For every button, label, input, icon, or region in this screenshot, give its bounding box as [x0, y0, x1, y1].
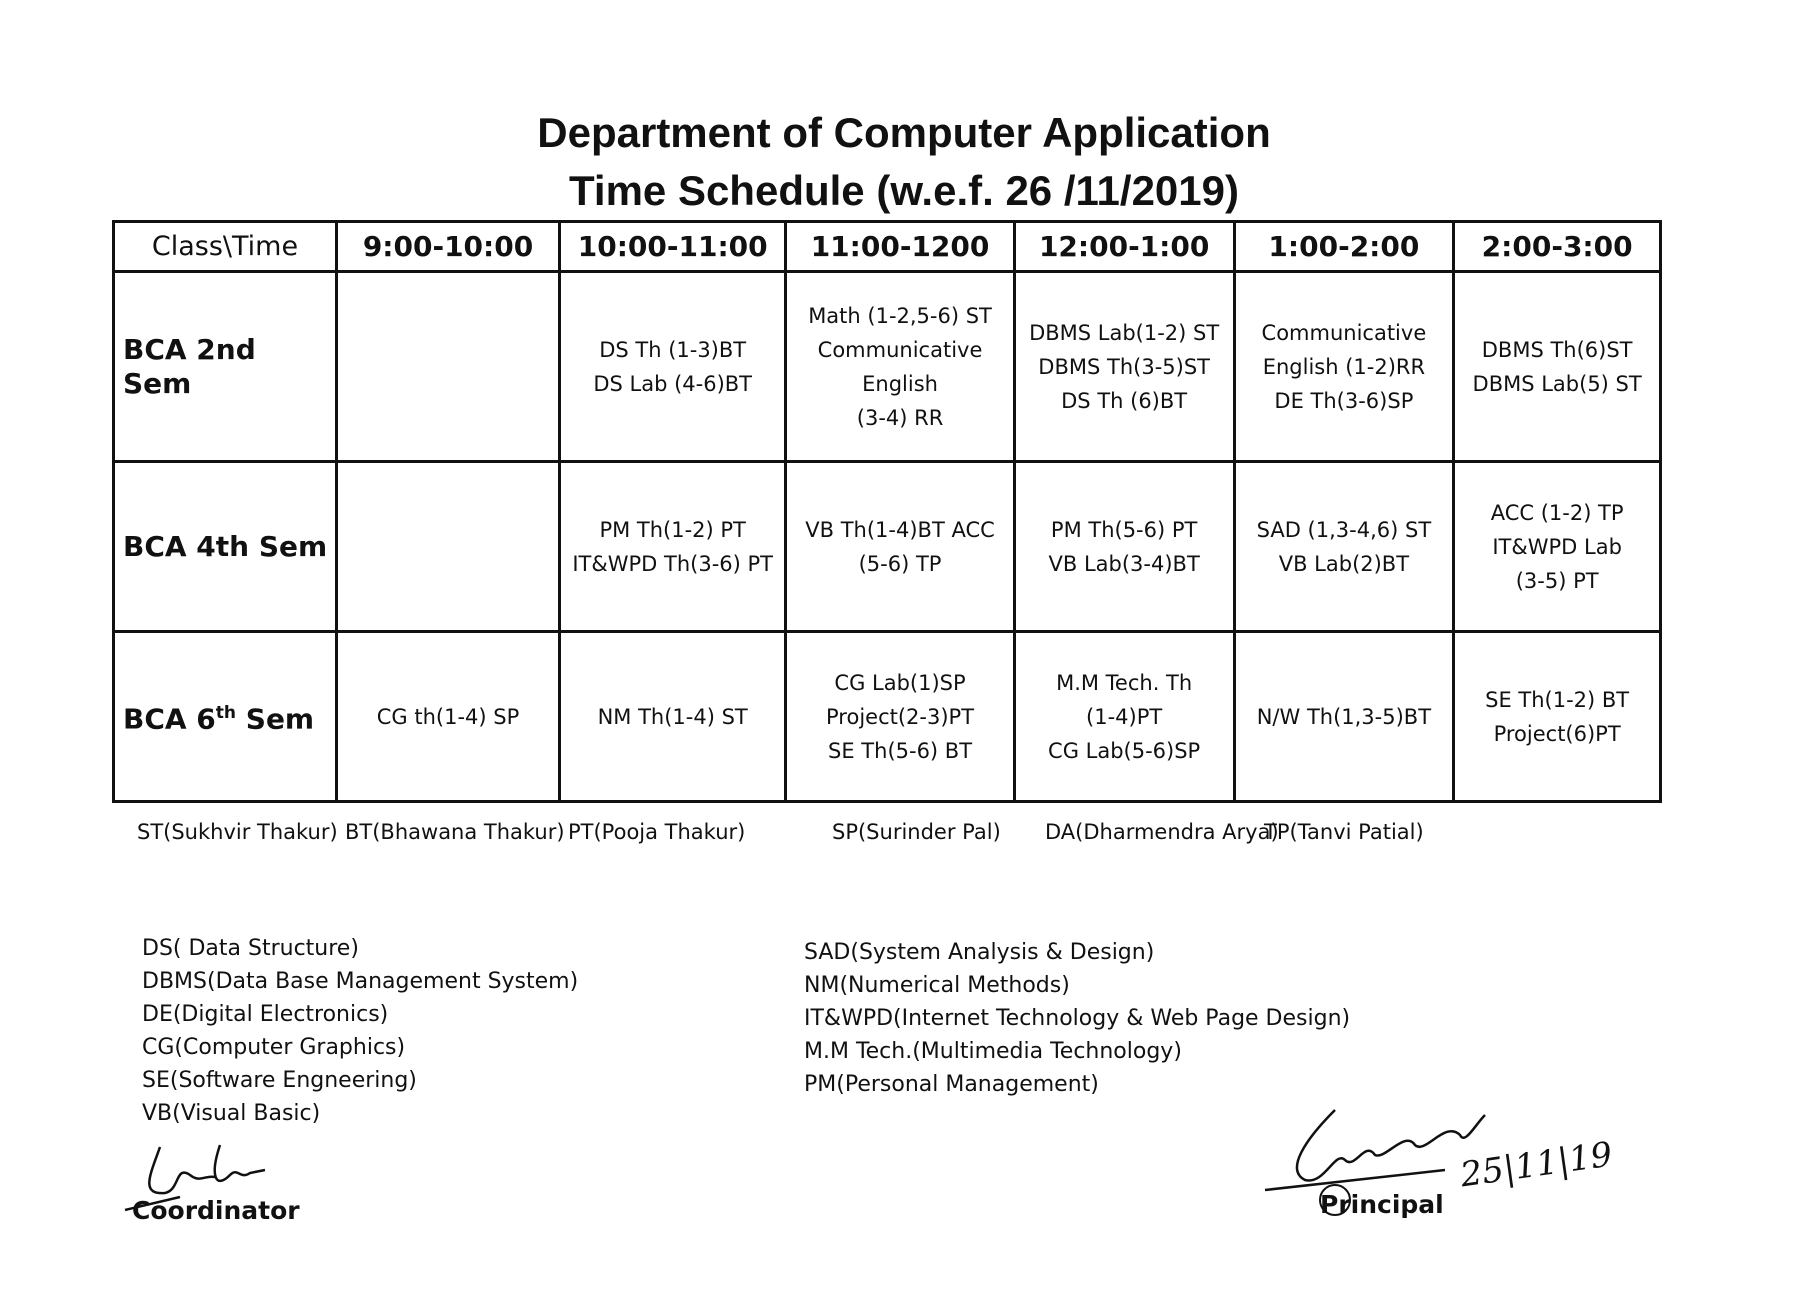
cell-line: CG Lab(5-6)SP — [1048, 738, 1201, 763]
cell-line: English (1-2)RR — [1262, 354, 1426, 379]
legend-item: M.M Tech.(Multimedia Technology) — [804, 1039, 1182, 1064]
subject-legend-left — [142, 932, 578, 1130]
legend-item: DE(Digital Electronics) — [142, 1002, 389, 1027]
cell-line: DE Th(3-6)SP — [1274, 388, 1414, 413]
column-header: 2:00-3:00 — [1454, 222, 1661, 272]
legend-item: SE(Software Engneering) — [142, 1068, 417, 1093]
cell-line: PM Th(1-2) PT — [599, 517, 746, 542]
cell-line: Math (1-2,5-6) ST — [808, 303, 992, 328]
cell-line: (3-4) RR — [856, 405, 944, 430]
cell-line: IT&WPD Lab — [1492, 534, 1622, 559]
legend-item: NM(Numerical Methods) — [804, 973, 1070, 998]
row-header — [114, 632, 337, 802]
principal-date: 25|11|19 — [1457, 1134, 1615, 1196]
row-header-label: BCA 6 — [123, 702, 216, 736]
cell-line: CG th(1-4) SP — [376, 704, 520, 729]
cell-line: N/W Th(1,3-5)BT — [1256, 704, 1432, 729]
coordinator-label: Coordinator — [132, 1196, 300, 1225]
schedule-cell — [337, 272, 560, 462]
cell-line: Project(6)PT — [1493, 721, 1621, 746]
row-header-tail: Sem — [236, 702, 315, 736]
column-header: 1:00-2:00 — [1234, 222, 1454, 272]
table-header-row — [114, 222, 1661, 272]
faculty-abbreviation: TP(Tanvi Patial) — [1264, 820, 1424, 844]
legend-item: SAD(System Analysis & Design) — [804, 940, 1155, 965]
cell-line: VB Lab(3-4)BT — [1048, 551, 1200, 576]
cell-line: SAD (1,3-4,6) ST — [1256, 517, 1432, 542]
legend-item: DS( Data Structure) — [142, 936, 359, 961]
column-header: 10:00-11:00 — [560, 222, 786, 272]
column-header: 9:00-10:00 — [337, 222, 560, 272]
cell-line: DBMS Lab(1-2) ST — [1029, 320, 1220, 345]
cell-line: Communicative — [1261, 320, 1427, 345]
schedule-cell — [786, 462, 1014, 632]
schedule-cell — [1454, 632, 1661, 802]
schedule-cell — [786, 632, 1014, 802]
schedule-cell — [337, 632, 560, 802]
faculty-abbreviation: SP(Surinder Pal) — [832, 820, 1001, 844]
schedule-cell — [1014, 272, 1234, 462]
legend-item: IT&WPD(Internet Technology & Web Page Design) — [804, 1006, 1351, 1031]
subject-legend-right — [804, 936, 1350, 1101]
schedule-cell — [1234, 462, 1454, 632]
cell-line: SE Th(5-6) BT — [828, 738, 973, 763]
cell-line: (3-5) PT — [1515, 568, 1599, 593]
row-header-sup: th — [215, 703, 237, 724]
schedule-cell — [337, 462, 560, 632]
cell-line: (5-6) TP — [858, 551, 942, 576]
row-header: BCA 4th Sem — [114, 462, 337, 632]
legend-item: VB(Visual Basic) — [142, 1101, 321, 1126]
cell-line: Communicative — [817, 337, 983, 362]
cell-line: IT&WPD Th(3-6) PT — [572, 551, 773, 576]
faculty-abbreviation: ST(Sukhvir Thakur) — [137, 820, 338, 844]
table-row — [114, 462, 1661, 632]
table-row — [114, 632, 1661, 802]
table-row — [114, 272, 1661, 462]
time-schedule-table — [112, 220, 1662, 803]
faculty-abbreviation: BT(Bhawana Thakur) — [345, 820, 565, 844]
schedule-cell — [560, 632, 786, 802]
schedule-cell — [1234, 632, 1454, 802]
faculty-abbreviation: DA(Dharmendra Arya) — [1045, 820, 1279, 844]
cell-line: DBMS Lab(5) ST — [1472, 371, 1642, 396]
cell-line: (1-4)PT — [1086, 704, 1163, 729]
column-header: Class\Time — [114, 222, 337, 272]
page-title: Department of Computer Application — [537, 109, 1271, 156]
cell-line: DBMS Th(6)ST — [1481, 337, 1633, 362]
schedule-cell — [1454, 272, 1661, 462]
schedule-cell — [560, 272, 786, 462]
schedule-cell — [1234, 272, 1454, 462]
cell-line: ACC (1-2) TP — [1490, 500, 1624, 525]
column-header: 12:00-1:00 — [1014, 222, 1234, 272]
cell-line: VB Th(1-4)BT ACC — [805, 517, 995, 542]
cell-line: DS Lab (4-6)BT — [593, 371, 752, 396]
schedule-cell — [786, 272, 1014, 462]
cell-line: PM Th(5-6) PT — [1050, 517, 1198, 542]
legend-item: CG(Computer Graphics) — [142, 1035, 406, 1060]
row-header: BCA 2nd Sem — [114, 272, 337, 462]
schedule-cell — [1454, 462, 1661, 632]
cell-line: DS Th (1-3)BT — [599, 337, 747, 362]
cell-line: Project(2-3)PT — [826, 704, 975, 729]
schedule-cell — [560, 462, 786, 632]
cell-line: M.M Tech. Th — [1056, 670, 1193, 695]
cell-line: CG Lab(1)SP — [834, 670, 966, 695]
cell-line: DS Th (6)BT — [1061, 388, 1188, 413]
cell-line: English — [862, 371, 938, 396]
schedule-cell — [1014, 462, 1234, 632]
principal-label: Principal — [1320, 1190, 1444, 1219]
legend-item: DBMS(Data Base Management System) — [142, 969, 579, 994]
legend-item: PM(Personal Management) — [804, 1072, 1099, 1097]
cell-line: SE Th(1-2) BT — [1485, 687, 1630, 712]
schedule-cell — [1014, 632, 1234, 802]
cell-line: NM Th(1-4) ST — [597, 704, 748, 729]
faculty-abbreviation: PT(Pooja Thakur) — [568, 820, 746, 844]
cell-line: VB Lab(2)BT — [1278, 551, 1410, 576]
column-header: 11:00-1200 — [786, 222, 1014, 272]
cell-line: DBMS Th(3-5)ST — [1038, 354, 1210, 379]
page-subtitle: Time Schedule (w.e.f. 26 /11/2019) — [569, 167, 1239, 214]
